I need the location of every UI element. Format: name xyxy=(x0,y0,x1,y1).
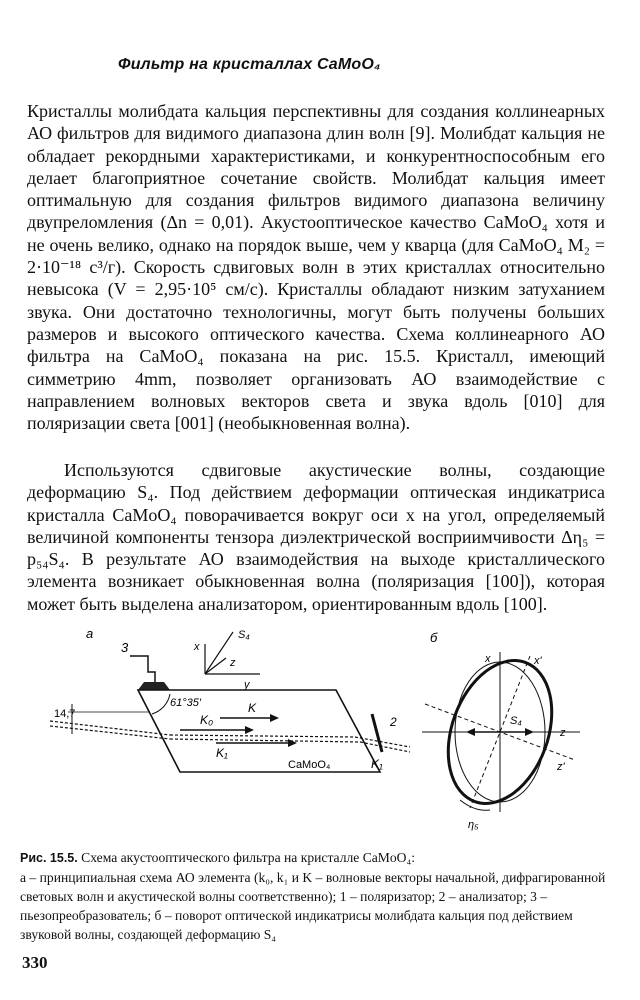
axis-x-label: x xyxy=(194,641,200,653)
transducer xyxy=(138,682,170,690)
figure-caption xyxy=(20,848,620,944)
k1-out-label: K₁ xyxy=(371,757,383,771)
b-s4-label: S₄ xyxy=(510,715,522,727)
k1-label: K₁ xyxy=(216,746,228,760)
figure-15-5 xyxy=(20,622,620,852)
b-eta-label: η₅ xyxy=(468,819,479,831)
page-number: 330 xyxy=(22,953,48,972)
axis-z-label: z xyxy=(230,657,236,669)
caption-title: Схема акустооптического фильтра на кристалле CaMoO₄: xyxy=(77,850,416,865)
label-analyzer: 2 xyxy=(390,715,397,729)
k1-arrowhead xyxy=(288,739,297,747)
transducer-lead xyxy=(130,656,155,684)
axis-y-label: y xyxy=(244,679,250,691)
analyzer xyxy=(372,714,382,752)
angle-arc xyxy=(152,694,170,714)
axis-z-line xyxy=(205,658,226,674)
k0-arrowhead xyxy=(245,726,254,734)
exit-beam-2 xyxy=(360,742,410,752)
axis-s4-line xyxy=(205,632,233,674)
label-transducer: 3 xyxy=(121,640,129,655)
b-s4-arrowhead-left xyxy=(466,728,475,736)
b-x-label: x xyxy=(485,653,491,665)
crystal-label: CaMoO₄ xyxy=(288,759,331,771)
b-s4-arrowhead-right xyxy=(525,728,534,736)
panel-a-label: а xyxy=(86,626,94,641)
paragraph-1: Кристаллы молибдата кальция перспективны для создания коллинеарных АО фильтров для видимого диапазона длин волн [9]. Молибдат кальция не обладает рекордными характеристиками, и конкурентноспособным его делает благоприятное сочетание свойств. Молибдат кальция имеет оптимальную для создания фильтров видимого диапазона величину двупреломления (Δn = 0,01). Акустооптическое качество CaMoO₄ хотя и не очень велико, однако на порядок выше, чем у кварца (для CaMoO₄ M₂ = 2·10⁻¹⁸ с³/г). Скорость сдвиговых волн в этих кристаллах относительно невысока (V = 2,95·10⁵ см/с). Кристаллы обладают низким затуханием звука. Они достаточно технологичны, могут быть получены больших размеров и высокого оптического качества. Схема коллинеарного АО фильтра на CaMoO₄ показана на рис. 15.5. Кристалл, имеющий симметрию 4mm, позволяет организовать АО взаимодействие с направлением волновых векторов света и звука вдоль [010] для поляризации света [001] (необыкновенная волна). xyxy=(27,101,605,434)
axis-s4-label: S₄ xyxy=(238,629,250,641)
K-label: K xyxy=(248,701,257,715)
caption-head: Рис. 15.5. xyxy=(20,851,78,865)
panel-b-label: б xyxy=(430,630,438,645)
k0-label: K₀ xyxy=(200,713,214,727)
internal-beam-2 xyxy=(170,739,360,742)
section-title: Фильтр на кристаллах CaMoO₄ xyxy=(118,56,381,73)
b-xp-label: x' xyxy=(534,655,542,667)
angle-label: 61°35' xyxy=(170,697,201,709)
K-arrowhead xyxy=(270,714,279,722)
paragraph-2: Используются сдвиговые акустические волны, создающие деформацию S₄. Под действием деформации оптическая индикатриса кристалла CaMoO₄ поворачивается вокруг оси x на угол, определяемый величиной компоненты тензора диэлектрической восприимчивости Δη₅ = p₅₄S₄. В результате АО взаимодействия на выходе кристаллического элемента возникает обыкновенная волна (поляризация [100]), которая может быть выделена анализатором, ориентированным вдоль [100]. xyxy=(27,460,605,614)
caption-body: а – принципиальная схема АО элемента (k₀, k₁ и K – волновые векторы начальной, дифрагированной световых волн и акустической волны соответственно); 1 – поляризатор; 2 – анализатор; 3 – пьезопреобразователь; б – поворот оптической индикатрисы молибдата кальция под действием звуковой волны, создающей деформацию S₄ xyxy=(20,870,606,942)
offset-label: 14,7 xyxy=(54,708,76,720)
internal-beam xyxy=(170,735,355,737)
b-z-label: z xyxy=(560,727,566,739)
b-zp-label: z' xyxy=(557,761,565,773)
